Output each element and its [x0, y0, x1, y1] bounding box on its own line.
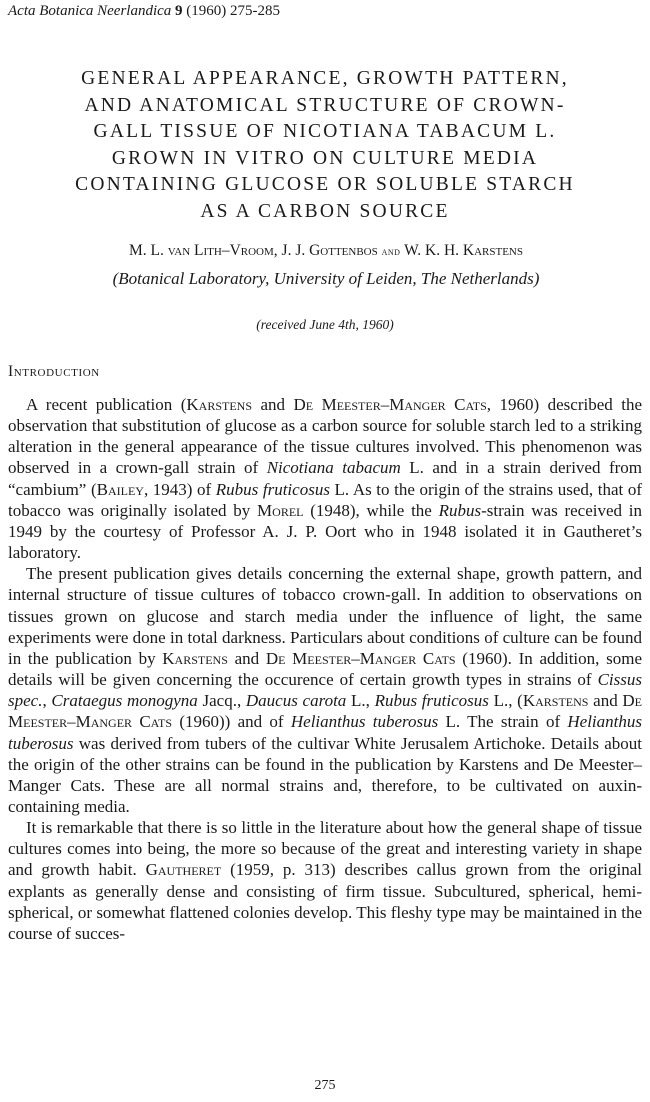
title-line: GALL TISSUE OF NICOTIANA TABACUM L. — [93, 121, 557, 143]
paragraph: It is remarkable that there is so little in the literature about how the general shape of tissue cultures comes into being, the more so because of the great and interesting variety in shape and growth habit. Gautheret (1959, p. 313) describes callus grown from the original explants as generally dense and consisting of firm tissue. Subcultured, spherical, hemi-spherical, or somewhat flattened colonies develop. This fleshy type may be maintained in the course of succes- — [8, 818, 642, 943]
title-line: GENERAL APPEARANCE, GROWTH PATTERN, — [81, 68, 569, 89]
paragraph: A recent publication (Karstens and De Meester–Manger Cats, 1960) described the observation that substitution of glucose as a carbon source for soluble starch led to a striking alteration in the general appearance of the tissue cultures involved. This phenomenon was observed in a crown-gall strain of Nicotiana tabacum L. and in a strain derived from “cambium” (Bailey, 1943) of Rubus fruticosus L. As to the origin of the strains used, that of tobacco was originally isolated by Morel (1948), while the Rubus-strain was received in 1949 by the courtesy of Professor A. J. P. Oort who in 1948 isolated it in Gautheret’s laboratory. — [8, 395, 643, 563]
authors-first: M. L. van Lith–Vroom, J. J. Gottenbos — [129, 242, 378, 259]
title-line: GROWN IN VITRO ON CULTURE MEDIA — [111, 147, 539, 169]
affiliation: (Botanical Laboratory, University of Leiden, The Netherlands) — [112, 269, 540, 288]
title-line: CONTAINING GLUCOSE OR SOLUBLE STARCH — [75, 174, 575, 196]
paragraph: The present publication gives details concerning the external shape, growth pattern, and internal structure of tissue cultures of tobacco crown-gall. In addition to observations on tissues grown on glucose and starch media under the influence of light, the same experiments were done in total darkness. Particulars about conditions of culture can be found in the publication by Karstens and De Meester–Manger Cats (1960). In addition, some details will be given concerning the occurence of certain growth types in strains of Cissus spec., Crataegus monogyna Jacq., Daucus carota L., Rubus fruticosus L., (Karstens and De Meester–Manger Cats (1960)) and of Helianthus tuberosus L. The strain of Helianthus tuberosus was derived from tubers of the cultivar White Jerusalem Artichoke. Details about the origin of the other strains can be found in the publication by Karstens and De Meester–Manger Cats. These are all normal strains and, therefore, to be cultivated on auxin-containing media. — [8, 564, 643, 816]
journal-name: Acta Botanica Neerlandica — [8, 3, 172, 19]
volume-number: 9 — [175, 3, 183, 19]
section-heading-introduction: Introduction — [8, 363, 100, 380]
authors-last: W. K. H. Karstens — [404, 242, 523, 259]
page-range: 275-285 — [230, 3, 281, 19]
authors-and: and — [381, 244, 401, 258]
title-line: AND ANATOMICAL STRUCTURE OF CROWN- — [84, 94, 566, 116]
page-number: 275 — [314, 1078, 336, 1093]
running-header — [8, 2, 280, 20]
received-date: (received June 4th, 1960) — [256, 317, 394, 332]
publication-year: (1960) — [186, 3, 227, 19]
author-list — [18, 241, 634, 261]
title-line: AS A CARBON SOURCE — [200, 200, 450, 222]
article-title — [10, 66, 640, 226]
article-body — [8, 394, 642, 944]
